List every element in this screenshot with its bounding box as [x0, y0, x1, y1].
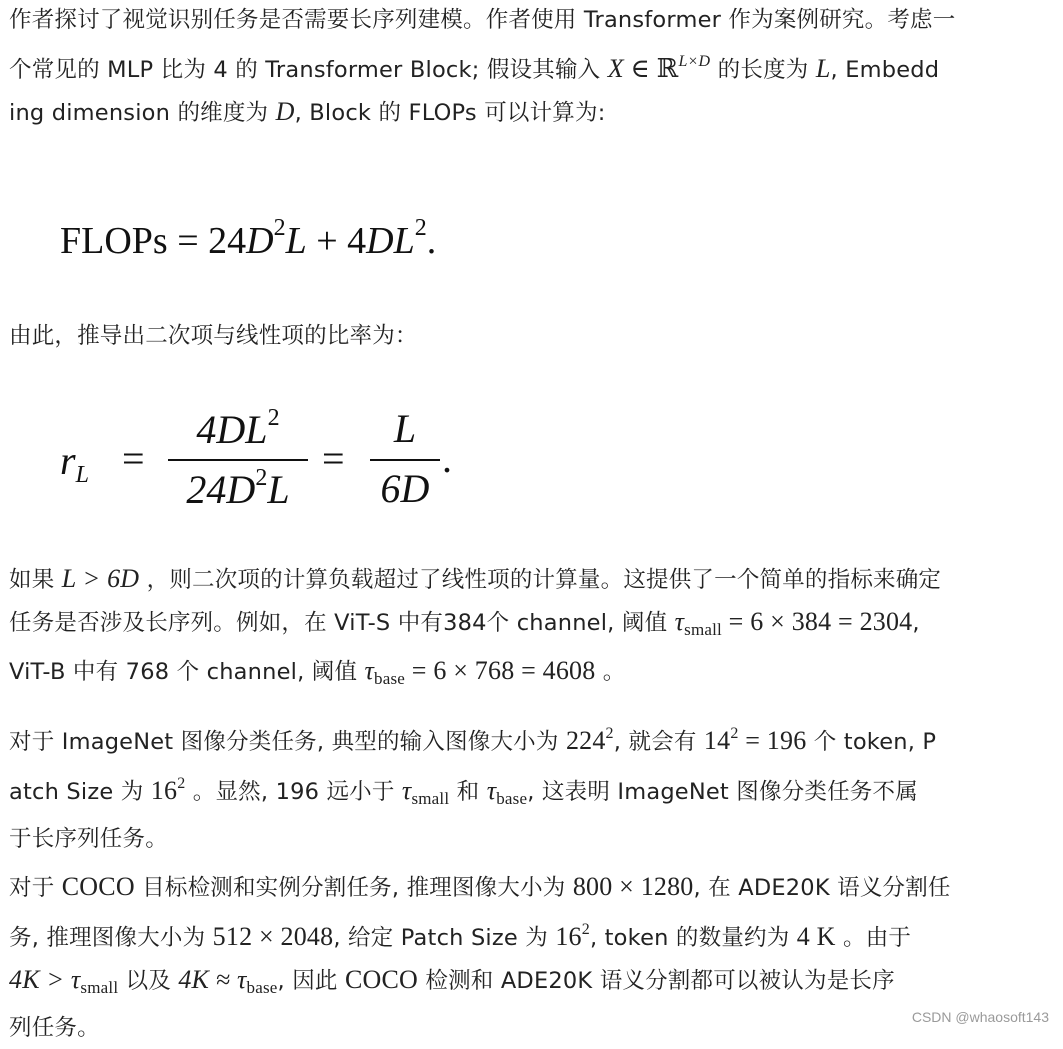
math-X: X [607, 54, 624, 83]
imagenet-line-2: atch Size 为 $16^2$ 。显然, 196 远小于 $\tau_{small}$ 和 $\tau_{base}$, 这表明 ImageNet 图像分类任务不属 [9, 775, 918, 808]
fraction-1-bar [168, 459, 308, 461]
math-in-R: ∈ ℝ [623, 54, 679, 83]
coco-paragraph [9, 866, 1053, 1049]
flops-equation [60, 200, 436, 269]
eq-equals: = [322, 436, 345, 481]
math-tau: τ [364, 656, 375, 685]
imagenet-line-3: 于长序列任务。 [9, 826, 168, 852]
text: , Block 的 FLOPs 可以计算为: [294, 100, 606, 126]
threshold-line-2: 任务是否涉及长序列。例如，在 ViT-S 中有384个 channel, 阈值 $\tau_{small} = 6 \times 384 = 2304$, [9, 607, 920, 639]
eq-text: FLOPs = 24 [60, 220, 247, 262]
imagenet-line-1: 对于 ImageNet 图像分类任务, 典型的输入图像大小为 $224^2$, 就会有 $14^2 = 196$ 个 token, P [9, 725, 937, 755]
eq-L: L [285, 220, 307, 262]
eq-plus: + 4 [306, 220, 367, 262]
text: 作者探讨了视觉识别任务是否需要长序列建模。作者使用 Transformer 作为案例研究。考虑一 [9, 7, 956, 33]
coco-line-2: 务, 推理图像大小为 512 × 2048, 给定 Patch Size 为 $16^2$, token 的数量约为 4 K 。由于 [9, 921, 912, 951]
eq-D: D [246, 220, 274, 262]
csdn-watermark: CSDN @whaosoft143 [911, 1009, 1049, 1025]
math-vit-b: = 6 × 768 = 4608 [405, 656, 596, 685]
eq-period: . [426, 220, 437, 262]
eq-rL: $r_L$ [60, 438, 89, 488]
text: ing dimension 的维度为 [9, 100, 276, 126]
ratio-intro-paragraph [9, 316, 1053, 357]
text: , Embedd [830, 57, 940, 83]
math-vit-s: = 6 × 384 = 2304 [721, 607, 913, 636]
imagenet-paragraph [9, 713, 1053, 860]
eq-equals: = [122, 436, 145, 481]
fraction-2 [370, 405, 440, 515]
coco-line-3: $4K > \tau_{small}$ 以及 $4K \approx \tau_{base}$, 因此 COCO 检测和 ADE20K 语义分割都可以被认为是长序 [9, 965, 895, 997]
math-D: D [275, 97, 295, 126]
coco-line-4: 列任务。 [9, 1015, 100, 1041]
math-L: L [815, 54, 831, 83]
eq-DL: DL [366, 220, 415, 262]
math-sub-base: base [374, 669, 406, 688]
math-sub-small: small [684, 620, 722, 639]
math-tau: τ [674, 607, 685, 636]
eq-sup: 2 [414, 215, 427, 241]
fraction-2-denominator: 6D [380, 466, 430, 511]
threshold-line-3: ViT-B 中有 768 个 channel, 阈值 $\tau_{base} = 6 \times 768 = 4608$ 。 [9, 656, 626, 688]
threshold-paragraph [9, 558, 1053, 699]
fraction-1-denominator: $24D^2L$ [186, 465, 290, 512]
coco-line-1: 对于 COCO 目标检测和实例分割任务, 推理图像大小为 800 × 1280, 在 ADE20K 语义分割任 [9, 872, 951, 901]
intro-line-2 [9, 41, 1053, 91]
text: 的长度为 [710, 57, 816, 83]
text: 由此，推导出二次项与线性项的比率为： [9, 323, 418, 349]
text: 个常见的 MLP 比为 4 的 Transformer Block; 假设其输入 [9, 57, 601, 83]
eq-sup: 2 [273, 215, 286, 241]
fraction-2-numerator: L [393, 406, 417, 451]
intro-line-3 [9, 91, 1053, 134]
threshold-line-1: 如果 L > 6D ，则二次项的计算负载超过了线性项的计算量。这提供了一个简单的指标来确定 [9, 564, 942, 593]
fraction-1-numerator: $4DL^2$ [196, 405, 280, 452]
eq-period: . [442, 436, 452, 481]
intro-paragraph [9, 0, 1053, 134]
intro-line-1 [9, 0, 1053, 41]
fraction-2-bar [370, 459, 440, 461]
math-L-gt-6D: L > 6D [61, 564, 140, 593]
fraction-1 [168, 405, 308, 515]
math-sup-LxD: L×D [678, 53, 711, 70]
